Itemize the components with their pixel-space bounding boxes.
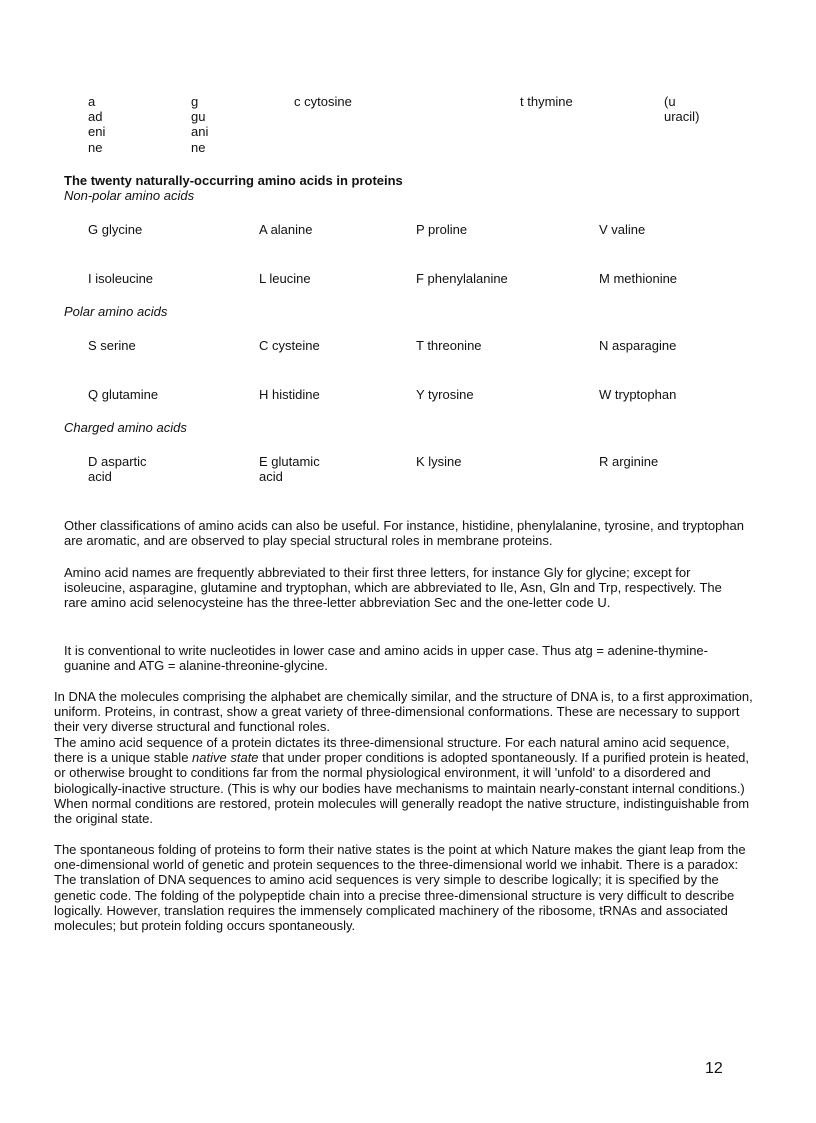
nucleotide-uracil: (u uracil) [664, 94, 700, 125]
amino-acid-histidine: H histidine [259, 387, 320, 402]
note-abbreviations: Amino acid names are frequently abbreviated to their first three letters, for instance Gly for glycine; except for isoleucine, asparagine, glutamine and tryptophan, which are abbreviated to Ile, Asn, Gln and Trp, respectively. The rare amino acid selenocysteine has the three-letter abbreviation Sec and the one-letter code U. [64, 565, 722, 611]
nucleotide-adenine: a ad eni ne [88, 94, 106, 155]
amino-acid-glycine: G glycine [88, 222, 143, 237]
amino-acid-cysteine: C cysteine [259, 338, 320, 353]
amino-acid-methionine: M methionine [599, 271, 678, 286]
amino-acid-lysine: K lysine [416, 454, 462, 469]
nucleotide-guanine: g gu ani ne [191, 94, 209, 155]
amino-acid-isoleucine: I isoleucine [88, 271, 154, 286]
body-paragraph-native-state: The amino acid sequence of a protein dictates its three-dimensional structure. For each natural amino acid sequence, there is a unique stable native state that under proper conditions is adopted spontaneously. If a purified protein is heated, or otherwise brought to conditions far from the normal physiological environment, it will 'unfold' to a disordered and biologically-inactive structure. (This is why our bodies have mechanisms to maintain nearly-constant internal conditions.) When normal conditions are restored, protein molecules will generally readopt the native structure, indistinguishable from the original state. [54, 735, 750, 827]
amino-acid-phenylalanine: F phenylalanine [416, 271, 508, 286]
section-title: The twenty naturally-occurring amino acids in proteins [64, 173, 403, 188]
note-case-convention: It is conventional to write nucleotides in lower case and amino acids in upper case. Thus atg = adenine-thymine-guanine and ATG = alanine-threonine-glycine. [64, 643, 708, 674]
page-number: 12 [705, 1060, 723, 1077]
amino-acid-proline: P proline [416, 222, 468, 237]
amino-acid-asparagine: N asparagine [599, 338, 677, 353]
charged-label: Charged amino acids [64, 420, 187, 435]
note-aromatic: Other classifications of amino acids can also be useful. For instance, histidine, phenylalanine, tyrosine, and tryptophan are aromatic, and are observed to play special structural roles in membrane proteins. [64, 518, 744, 549]
amino-acid-leucine: L leucine [259, 271, 311, 286]
amino-acid-tyrosine: Y tyrosine [416, 387, 474, 402]
amino-acid-serine: S serine [88, 338, 136, 353]
amino-acid-aspartic-acid: D aspartic acid [88, 454, 147, 485]
amino-acid-alanine: A alanine [259, 222, 313, 237]
nonpolar-label: Non-polar amino acids [64, 188, 195, 203]
amino-acid-valine: V valine [599, 222, 646, 237]
polar-label: Polar amino acids [64, 304, 168, 319]
amino-acid-tryptophan: W tryptophan [599, 387, 677, 402]
nucleotide-cytosine: c cytosine [294, 94, 352, 109]
amino-acid-glutamic-acid: E glutamic acid [259, 454, 320, 485]
amino-acid-threonine: T threonine [416, 338, 482, 353]
nucleotide-thymine: t thymine [520, 94, 573, 109]
body-paragraph-folding: The spontaneous folding of proteins to form their native states is the point at which Nature makes the giant leap from the one-dimensional world of genetic and protein sequences to the three-dimensional world we inhabit. There is a paradox: The translation of DNA sequences to amino acid sequences is very simple to describe logically; it is specified by the genetic code. The folding of the polypeptide chain into a precise three-dimensional structure is very difficult to describe logically. However, translation requires the immensely complicated machinery of the ribosome, tRNAs and associated molecules; but protein folding occurs spontaneously. [54, 842, 746, 934]
amino-acid-arginine: R arginine [599, 454, 659, 469]
body-paragraph-dna: In DNA the molecules comprising the alphabet are chemically similar, and the structure of DNA is, to a first approximation, uniform. Proteins, in contrast, show a great variety of three-dimensional conformations. These are necessary to support their very diverse structural and functional roles. [54, 689, 753, 735]
amino-acid-glutamine: Q glutamine [88, 387, 159, 402]
